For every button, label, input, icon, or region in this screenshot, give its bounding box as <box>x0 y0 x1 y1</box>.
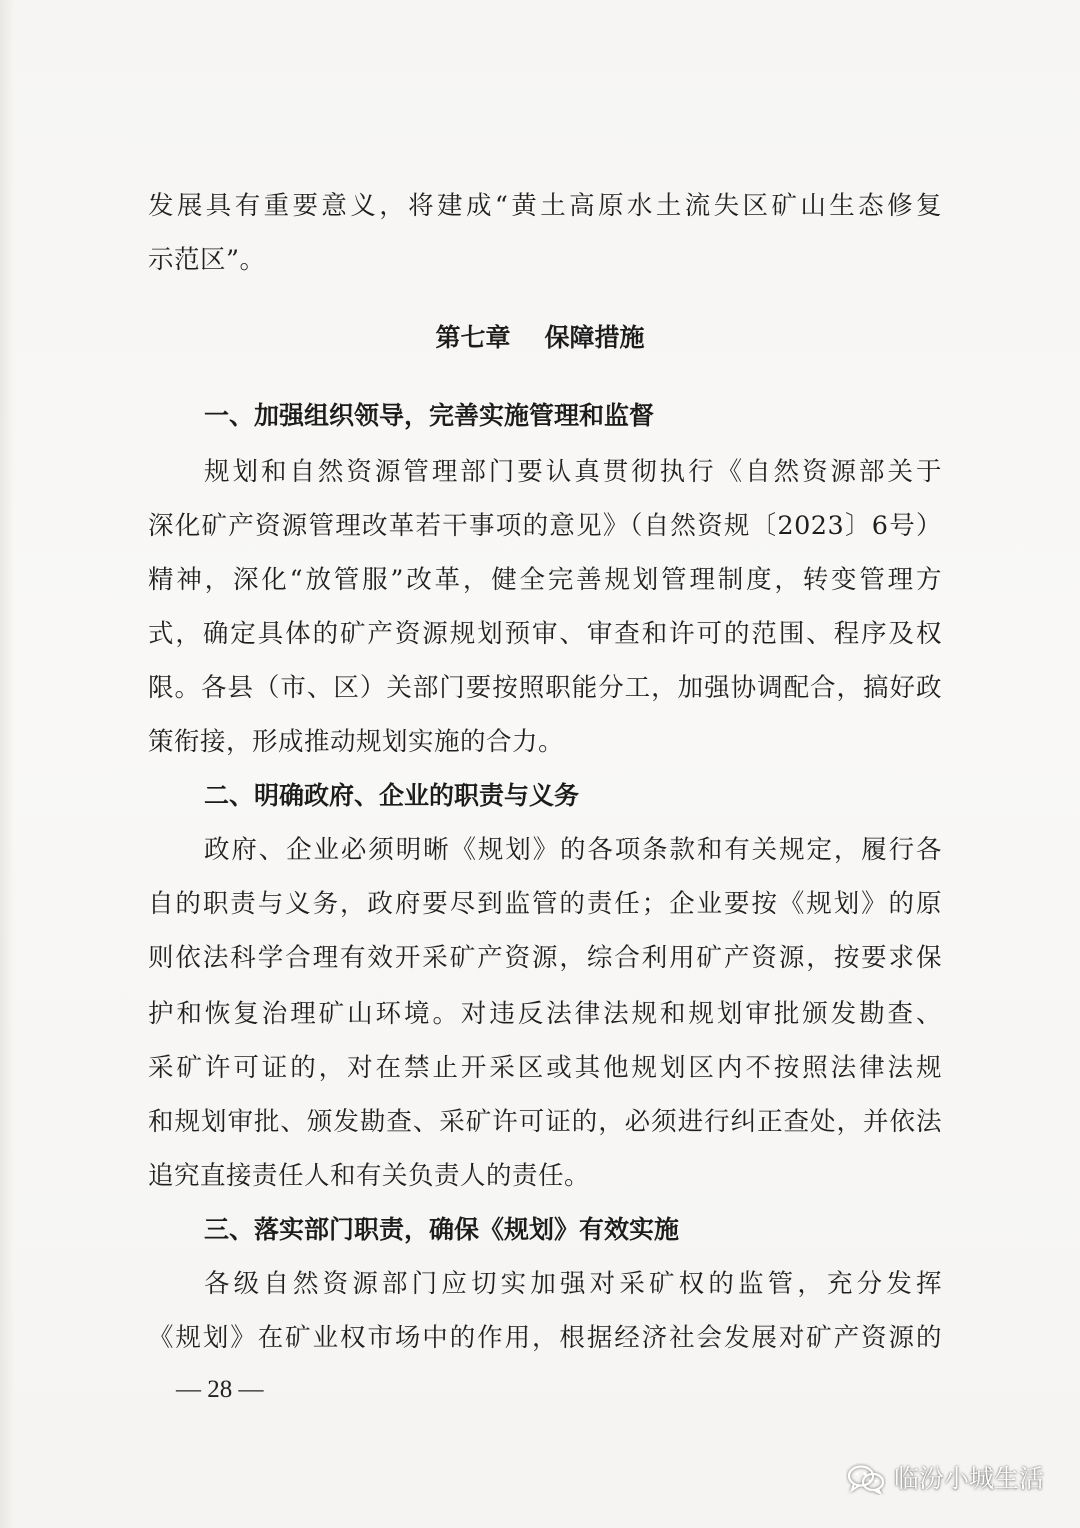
body-line: 自的职责与义务，政府要尽到监管的责任；企业要按《规划》的原 <box>148 889 942 919</box>
body-line: 示范区”。 <box>148 245 266 275</box>
body-line: 采矿许可证的，对在禁止开采区或其他规划区内不按照法律法规 <box>148 1053 942 1083</box>
body-line: 精神，深化“放管服”改革，健全完善规划管理制度，转变管理方 <box>148 565 942 595</box>
body-line: 策衔接，形成推动规划实施的合力。 <box>148 727 565 757</box>
chapter-number: 第七章 <box>435 323 511 352</box>
body-line: 限。各县（市、区）关部门要按照职能分工，加强协调配合，搞好政 <box>148 673 942 703</box>
chapter-name: 保障措施 <box>544 323 645 352</box>
watermark <box>846 1462 1044 1496</box>
body-line: 追究直接责任人和有关负责人的责任。 <box>148 1161 591 1191</box>
body-line: 《规划》在矿业权市场中的作用，根据经济社会发展对矿产资源的 <box>148 1323 942 1353</box>
watermark-text: 临汾小城生活 <box>893 1464 1044 1493</box>
chapter-title <box>0 318 1080 358</box>
body-line: 规划和自然资源管理部门要认真贯彻执行《自然资源部关于 <box>204 457 942 487</box>
body-line: 则依法科学合理有效开采矿产资源，综合利用矿产资源，按要求保 <box>148 943 942 973</box>
section-heading: 二、明确政府、企业的职责与义务 <box>204 781 580 810</box>
body-line: 政府、企业必须明晰《规划》的各项条款和有关规定，履行各 <box>204 835 942 865</box>
wechat-icon <box>846 1463 886 1495</box>
page-number: — 28 — <box>176 1376 264 1403</box>
body-line: 各级自然资源部门应切实加强对采矿权的监管，充分发挥 <box>204 1269 942 1299</box>
body-line: 和规划审批、颁发勘查、采矿许可证的，必须进行纠正查处，并依法 <box>148 1107 942 1137</box>
body-line: 发展具有重要意义，将建成“黄土高原水土流失区矿山生态修复 <box>148 191 942 221</box>
body-line: 护和恢复治理矿山环境。对违反法律法规和规划审批颁发勘查、 <box>148 999 942 1029</box>
body-line: 深化矿产资源管理改革若干事项的意见》（自然资规〔2023〕6号） <box>148 511 942 541</box>
section-heading: 三、落实部门职责，确保《规划》有效实施 <box>204 1215 680 1244</box>
body-line: 式，确定具体的矿产资源规划预审、审查和许可的范围、程序及权 <box>148 619 942 649</box>
section-heading: 一、加强组织领导，完善实施管理和监督 <box>204 401 655 430</box>
